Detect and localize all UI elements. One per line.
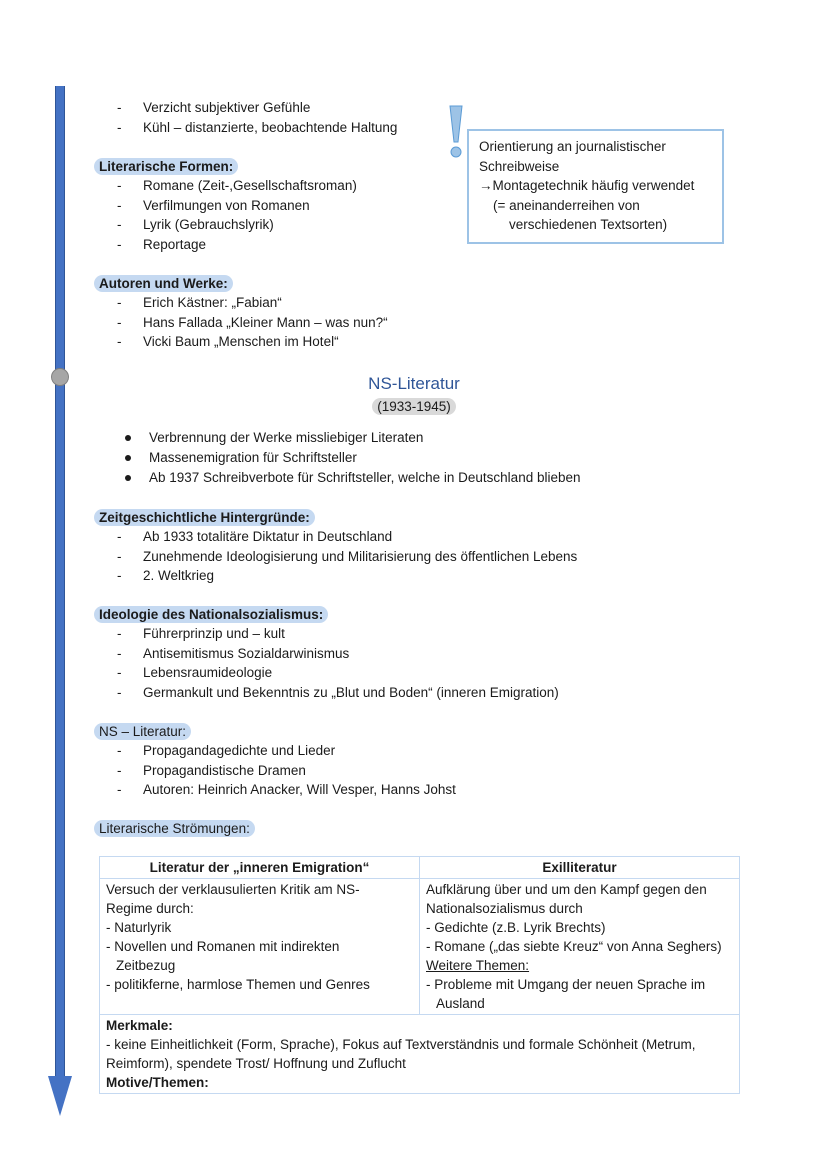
table-header-row: [100, 857, 740, 879]
table-row: [100, 879, 740, 1015]
period-badge: [0, 398, 828, 416]
cell-line: Regime durch:: [106, 901, 194, 916]
note-line: →Montagetechnik häufig verwendet: [479, 178, 695, 193]
top-list-block: [97, 98, 397, 137]
ns-literatur-section: [97, 723, 456, 800]
column-header: Literatur der „inneren Emigration“: [100, 857, 420, 879]
cell-line: Reimform), spendete Trost/ Hoffnung und Zuflucht: [106, 1056, 406, 1071]
list-item: - Propagandistische Dramen: [97, 761, 456, 781]
list-item: - Vicki Baum „Menschen im Hotel“: [97, 332, 388, 352]
note-line: verschiedenen Textsorten): [509, 217, 668, 232]
table-cell-merkmale: [100, 1015, 740, 1094]
bullet-item: Ab 1937 Schreibverbote für Schriftsteller, welche in Deutschland blieben: [97, 468, 581, 488]
autoren-werke-section: [97, 275, 388, 352]
ns-bullets: [97, 428, 581, 488]
section-heading: Zeitgeschichtliche Hintergründe:: [94, 509, 315, 526]
cell-line: Nationalsozialismus durch: [426, 901, 583, 916]
literarische-formen-section: [97, 158, 357, 254]
section-heading: Ideologie des Nationalsozialismus:: [94, 606, 328, 623]
note-box: [467, 129, 724, 244]
note-line: Orientierung an journalistischer: [479, 139, 666, 154]
list-item: - Lebensraumideologie: [97, 663, 559, 683]
stroemungen-section: [97, 820, 255, 838]
list-item: - Hans Fallada „Kleiner Mann – was nun?“: [97, 313, 388, 333]
list-item: - Führerprinzip und – kult: [97, 624, 559, 644]
list-item: - Romane (Zeit-,Gesellschaftsroman): [97, 176, 357, 196]
note-line: (= aneinanderreihen von: [493, 197, 640, 213]
cell-line: Zeitbezug: [116, 958, 176, 973]
cell-line: Aufklärung über und um den Kampf gegen den: [426, 882, 707, 897]
cell-line: - politikferne, harmlose Themen und Genres: [106, 977, 370, 992]
list-item: - Verzicht subjektiver Gefühle: [97, 98, 397, 118]
section-title: NS-Literatur: [368, 374, 460, 393]
timeline-arrow-shaft: [55, 86, 65, 1076]
timeline-arrow-head: [48, 1076, 72, 1116]
list-item: - Kühl – distanzierte, beobachtende Haltung: [97, 118, 397, 138]
column-header: Exilliteratur: [420, 857, 740, 879]
section-heading: NS – Literatur:: [94, 723, 191, 740]
list-item: - Lyrik (Gebrauchslyrik): [97, 215, 357, 235]
list-item: - Germankult und Bekenntnis zu „Blut und Boden“ (inneren Emigration): [97, 683, 559, 703]
list-item: - Autoren: Heinrich Anacker, Will Vesper, Hanns Johst: [97, 780, 456, 800]
list-item: - Zunehmende Ideologisierung und Militarisierung des öffentlichen Lebens: [97, 547, 577, 567]
merkmale-label: Merkmale:: [106, 1018, 173, 1033]
cell-line: - Probleme mit Umgang der neuen Sprache im: [426, 977, 706, 992]
section-heading: Autoren und Werke:: [94, 275, 233, 292]
cell-line: - keine Einheitlichkeit (Form, Sprache), Fokus auf Textverständnis und formale Schönheit (Metrum,: [106, 1037, 696, 1052]
cell-line: - Romane („das siebte Kreuz“ von Anna Seghers): [426, 939, 722, 954]
section-heading: Literarische Strömungen:: [94, 820, 255, 837]
cell-line: Ausland: [436, 996, 485, 1011]
cell-line: Versuch der verklausulierten Kritik am NS-: [106, 882, 360, 897]
stroemungen-table: [99, 856, 740, 1094]
exclamation-icon: [446, 104, 466, 160]
list-item: - Antisemitismus Sozialdarwinismus: [97, 644, 559, 664]
cell-line: - Gedichte (z.B. Lyrik Brechts): [426, 920, 606, 935]
period-label: (1933-1945): [372, 398, 456, 415]
cell-line: - Naturlyrik: [106, 920, 172, 935]
motive-label: Motive/Themen:: [106, 1075, 209, 1090]
note-line: Schreibweise: [479, 158, 560, 174]
list-item: - Ab 1933 totalitäre Diktatur in Deutschland: [97, 527, 577, 547]
table-cell-exilliteratur: [420, 879, 740, 1015]
list-item: - Erich Kästner: „Fabian“: [97, 293, 388, 313]
bullet-item: Verbrennung der Werke missliebiger Literaten: [97, 428, 581, 448]
list-item: - Propagandagedichte und Lieder: [97, 741, 456, 761]
cell-line: - Novellen und Romanen mit indirekten: [106, 939, 340, 954]
table-cell-innere-emigration: [100, 879, 420, 1015]
list-item: - Reportage: [97, 235, 357, 255]
ideologie-section: [97, 606, 559, 702]
bullet-item: Massenemigration für Schriftsteller: [97, 448, 581, 468]
list-item: - Verfilmungen von Romanen: [97, 196, 357, 216]
cell-line: Weitere Themen:: [426, 958, 530, 973]
hintergruende-section: [97, 509, 577, 586]
section-heading: Literarische Formen:: [94, 158, 238, 175]
table-row: [100, 1015, 740, 1094]
list-item: - 2. Weltkrieg: [97, 566, 577, 586]
